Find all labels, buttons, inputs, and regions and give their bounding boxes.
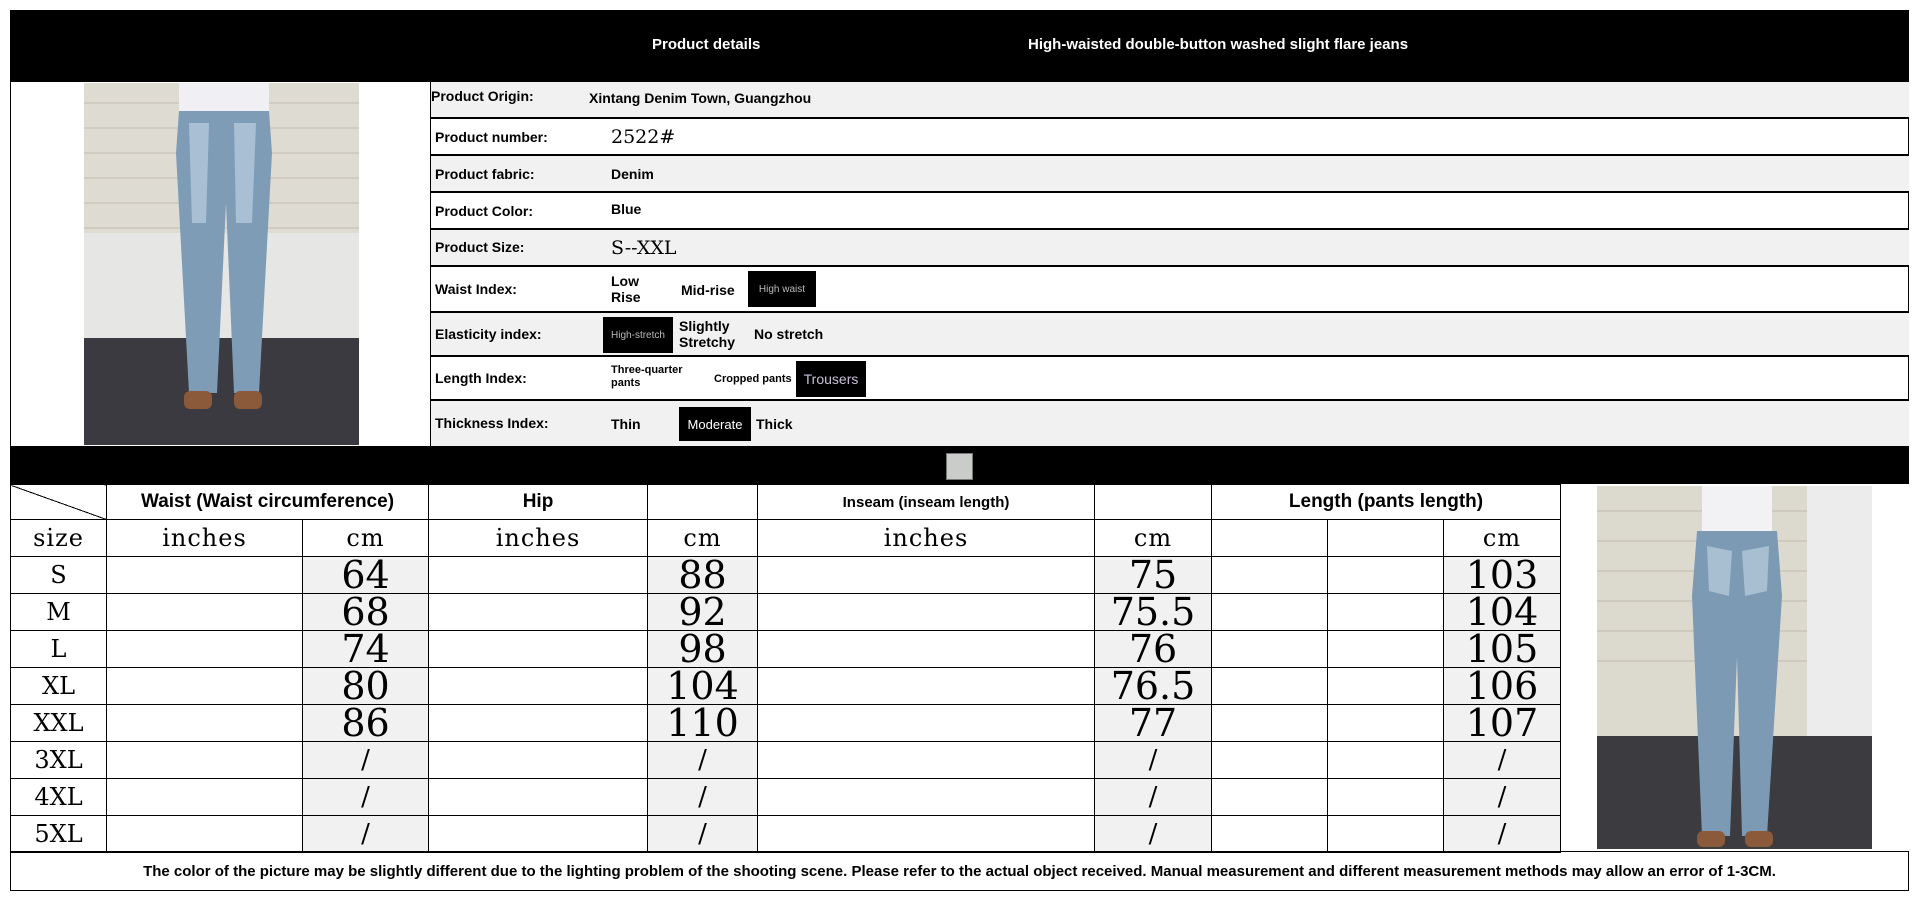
waist-cm-cell: /: [303, 816, 429, 853]
elasticity-label: Elasticity index:: [435, 326, 542, 342]
color-label: Product Color:: [435, 203, 533, 219]
length-option-trousers-selected: Trousers: [796, 361, 866, 397]
detail-row-waist-index: [431, 267, 1909, 313]
waist-inches-cell: [107, 631, 303, 668]
table-row: [11, 557, 1561, 594]
inseam-cm-cell: 76.5: [1095, 668, 1212, 705]
number-label: Product number:: [435, 129, 548, 145]
thickness-option-thick: Thick: [756, 416, 793, 432]
waist-option-low-rise: Low Rise: [611, 273, 641, 305]
size-cell: L: [11, 631, 107, 668]
waist-index-label: Waist Index:: [435, 281, 517, 297]
hip-cm-cell: /: [648, 742, 758, 779]
waist-inches-cell: [107, 557, 303, 594]
product-photo-front: [84, 83, 359, 445]
unit-hip-inches: inches: [429, 520, 648, 557]
size-cell: XXL: [11, 705, 107, 742]
blank-cell: [1328, 779, 1444, 816]
length-option-three-quarter: Three-quarter pants: [611, 364, 683, 389]
fabric-label: Product fabric:: [435, 166, 535, 182]
inseam-inches-cell: [758, 594, 1095, 631]
header-title-left: Product details: [652, 36, 761, 53]
inseam-header: Inseam (inseam length): [758, 485, 1095, 520]
disclaimer-note: The color of the picture may be slightly different due to the lighting problem of the shooting scene. Please refer to the actual object received. Manual measurement and different measurement methods may allow an error of 1-3CM.: [10, 851, 1909, 891]
size-cell: 5XL: [11, 816, 107, 853]
waist-inches-cell: [107, 742, 303, 779]
hip-cm-cell: 98: [648, 631, 758, 668]
waist-cm-cell: 68: [303, 594, 429, 631]
hip-inches-cell: [429, 742, 648, 779]
unit-waist-inches: inches: [107, 520, 303, 557]
detail-row-origin: [431, 82, 1909, 119]
waist-cm-cell: 80: [303, 668, 429, 705]
hip-inches-cell: [429, 631, 648, 668]
length-option-cropped: Cropped pants: [714, 373, 792, 385]
inseam-cm-cell: 76: [1095, 631, 1212, 668]
waist-cm-cell: 74: [303, 631, 429, 668]
size-chart: [10, 484, 1562, 851]
waist-inches-cell: [107, 779, 303, 816]
hip-cm-cell: 104: [648, 668, 758, 705]
length-inches-cell: [1212, 705, 1328, 742]
table-row: [11, 816, 1561, 853]
unit-hip-cm: cm: [648, 520, 758, 557]
length-cm-cell: 106: [1444, 668, 1561, 705]
detail-row-size: [431, 230, 1909, 267]
hip-inches-cell: [429, 816, 648, 853]
table-row: [11, 779, 1561, 816]
detail-row-fabric: [431, 156, 1909, 193]
detail-row-number: [431, 119, 1909, 156]
size-cell: S: [11, 557, 107, 594]
length-inches-cell: [1212, 594, 1328, 631]
hip-cm-cell: 110: [648, 705, 758, 742]
waist-header: Waist (Waist circumference): [107, 485, 429, 520]
waist-inches-cell: [107, 668, 303, 705]
details-table: [430, 82, 1909, 446]
hip-cm-cell: /: [648, 816, 758, 853]
blank-cell: [1328, 594, 1444, 631]
inseam-inches-cell: [758, 557, 1095, 594]
table-row: [11, 742, 1561, 779]
detail-row-length: [431, 357, 1909, 401]
length-inches-cell: [1212, 779, 1328, 816]
hip-cm-cell: /: [648, 779, 758, 816]
hip-inches-cell: [429, 779, 648, 816]
size-value: S--XXL: [611, 237, 677, 259]
inseam-inches-cell: [758, 631, 1095, 668]
length-header: Length (pants length): [1212, 485, 1561, 520]
waist-cm-cell: /: [303, 779, 429, 816]
elasticity-option-no-stretch: No stretch: [754, 326, 824, 342]
blank-cell: [1328, 557, 1444, 594]
table-row: [11, 668, 1561, 705]
waist-option-mid-rise: Mid-rise: [681, 282, 735, 298]
elasticity-option-high-stretch-selected: High-stretch: [603, 317, 673, 353]
hip-inches-cell: [429, 668, 648, 705]
size-cell: XL: [11, 668, 107, 705]
size-cell: M: [11, 594, 107, 631]
length-inches-cell: [1212, 631, 1328, 668]
table-row: [11, 594, 1561, 631]
waist-inches-cell: [107, 816, 303, 853]
table-row: [11, 705, 1561, 742]
product-photo-back: [1597, 486, 1872, 849]
size-cell: 3XL: [11, 742, 107, 779]
waist-inches-cell: [107, 705, 303, 742]
blank-cell: [1328, 816, 1444, 853]
waist-inches-cell: [107, 594, 303, 631]
length-inches-cell: [1212, 742, 1328, 779]
length-inches-cell: [1212, 668, 1328, 705]
blank-cell: [1328, 631, 1444, 668]
hip-cm-cell: 88: [648, 557, 758, 594]
hip-header: Hip: [429, 485, 648, 520]
detail-row-color: [431, 193, 1909, 230]
inseam-cm-cell: 75.5: [1095, 594, 1212, 631]
blank-cell: [1328, 668, 1444, 705]
length-inches-cell: [1212, 816, 1328, 853]
blank-cell: [1328, 705, 1444, 742]
hip-inches-cell: [429, 594, 648, 631]
inseam-cm-cell: /: [1095, 816, 1212, 853]
unit-size: size: [11, 520, 107, 557]
size-cell: 4XL: [11, 779, 107, 816]
inseam-cm-cell: /: [1095, 742, 1212, 779]
hip-inches-cell: [429, 705, 648, 742]
waist-cm-cell: 64: [303, 557, 429, 594]
inseam-cm-cell: 77: [1095, 705, 1212, 742]
waist-cm-cell: 86: [303, 705, 429, 742]
waist-option-high-waist-selected: High waist: [748, 271, 816, 307]
length-cm-cell: /: [1444, 742, 1561, 779]
length-cm-cell: 104: [1444, 594, 1561, 631]
inseam-inches-cell: [758, 816, 1095, 853]
unit-inseam-cm: cm: [1095, 520, 1212, 557]
product-info-block: [10, 81, 1909, 447]
inseam-inches-cell: [758, 668, 1095, 705]
inseam-inches-cell: [758, 742, 1095, 779]
waist-cm-cell: /: [303, 742, 429, 779]
color-value: Blue: [611, 201, 642, 217]
origin-value: Xintang Denim Town, Guangzhou: [589, 90, 812, 106]
divider-bar: [10, 447, 1909, 484]
table-header-row: [11, 485, 1561, 520]
fabric-value: Denim: [611, 166, 654, 182]
unit-inseam-inches: inches: [758, 520, 1095, 557]
hip-inches-cell: [429, 557, 648, 594]
inseam-cm-cell: 75: [1095, 557, 1212, 594]
size-label: Product Size:: [435, 239, 525, 255]
origin-label: Product Origin:: [431, 88, 534, 104]
length-cm-cell: 103: [1444, 557, 1561, 594]
header-bar: [10, 10, 1909, 81]
elasticity-option-slightly-stretchy: Slightly Stretchy: [679, 318, 736, 350]
thickness-label: Thickness Index:: [435, 415, 549, 431]
blank-cell: [1328, 742, 1444, 779]
length-cm-cell: 105: [1444, 631, 1561, 668]
length-index-label: Length Index:: [435, 370, 527, 386]
thumbnail-image: [946, 453, 973, 480]
unit-waist-cm: cm: [303, 520, 429, 557]
thickness-option-thin: Thin: [611, 416, 641, 432]
header-title-right: High-waisted double-button washed slight flare jeans: [1028, 36, 1409, 53]
detail-row-thickness: [431, 401, 1909, 446]
length-cm-cell: /: [1444, 779, 1561, 816]
corner-cell: [11, 485, 107, 520]
length-cm-cell: /: [1444, 816, 1561, 853]
inseam-inches-cell: [758, 779, 1095, 816]
inseam-cm-cell: /: [1095, 779, 1212, 816]
unit-length-cm: cm: [1444, 520, 1561, 557]
size-table: [10, 484, 1561, 853]
length-cm-cell: 107: [1444, 705, 1561, 742]
units-row: [11, 520, 1561, 557]
length-inches-cell: [1212, 557, 1328, 594]
number-value: 2522#: [611, 126, 676, 148]
thickness-option-moderate-selected: Moderate: [679, 407, 751, 441]
product-sheet: [10, 10, 1909, 891]
detail-row-elasticity: [431, 313, 1909, 357]
hip-cm-cell: 92: [648, 594, 758, 631]
table-row: [11, 631, 1561, 668]
inseam-inches-cell: [758, 705, 1095, 742]
